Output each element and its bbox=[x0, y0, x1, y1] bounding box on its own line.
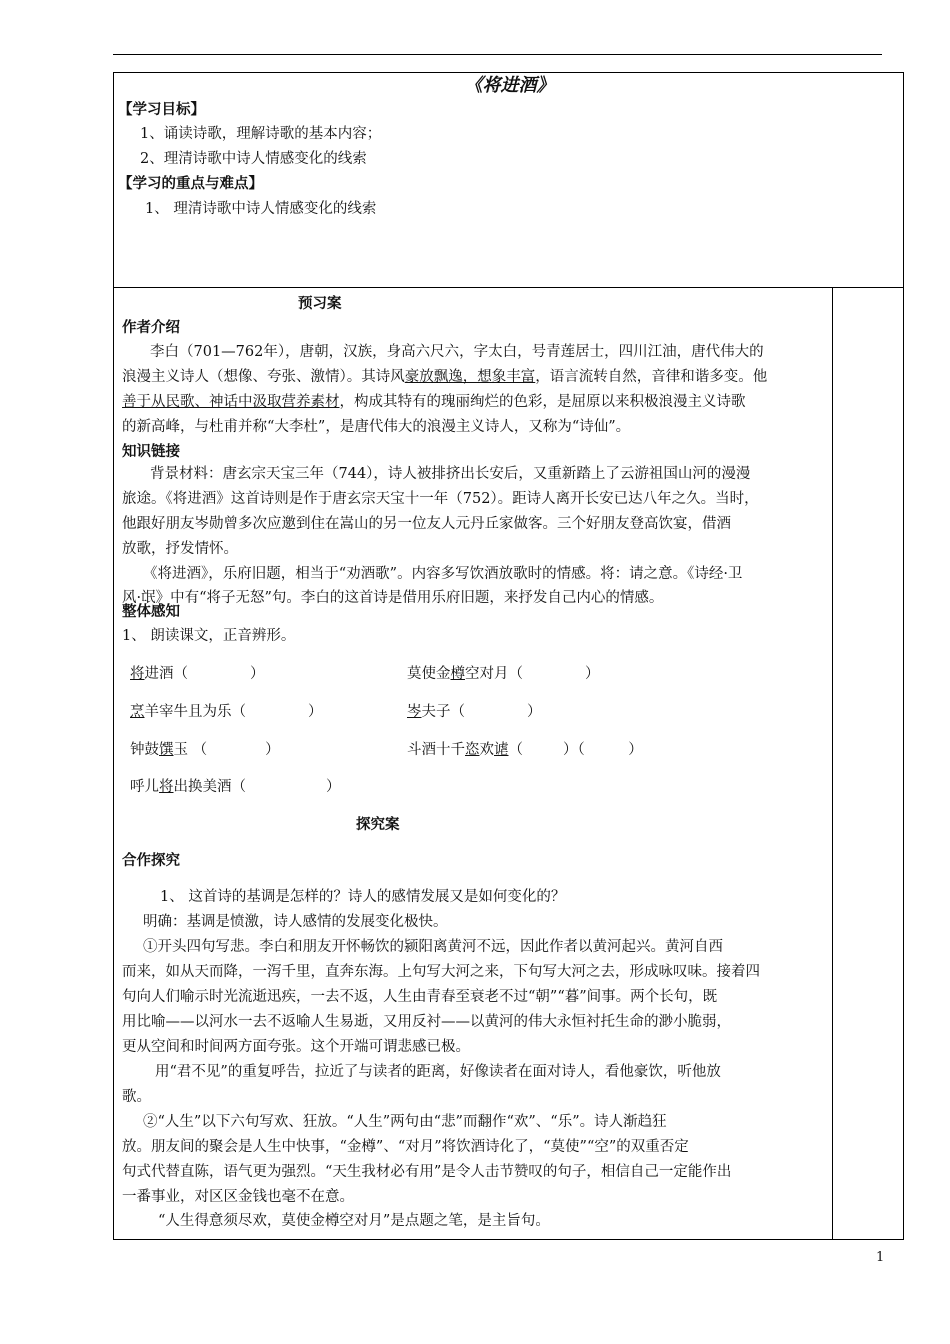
link-line: 他跟好朋友岑勋曾多次应邀到住在嵩山的另一位友人元丹丘家做客。三个好朋友登高饮宴，借酒 bbox=[122, 516, 731, 532]
goal-item: 2、理清诗歌中诗人情感变化的线索 bbox=[140, 151, 367, 167]
pinyin-item: 莫使金樽空对月（ ） bbox=[407, 666, 600, 682]
pinyin-item: 将进酒（ ） bbox=[130, 666, 265, 682]
analysis-line: 更从空间和时间两方面夸张。这个开端可谓悲感已极。 bbox=[122, 1039, 470, 1055]
pinyin-item: 斗酒十千恣欢谑（ ）（ ） bbox=[407, 742, 643, 758]
key-points-heading: 【学习的重点与难点】 bbox=[118, 176, 263, 192]
analysis-line: 用“君不见”的重复呼告，拉近了与读者的距离，好像读者在面对诗人，看他豪饮，听他放 bbox=[155, 1064, 721, 1080]
header-rule bbox=[113, 54, 882, 55]
link-line: 风·氓》中有“将子无怒”句。李白的这首诗是借用乐府旧题，来抒发自己内心的情感。 bbox=[122, 590, 664, 606]
preview-heading: 预习案 bbox=[298, 296, 342, 312]
goals-heading: 【学习目标】 bbox=[118, 102, 205, 118]
goal-item: 1、诵读诗歌，理解诗歌的基本内容； bbox=[140, 126, 382, 142]
analysis-line: ①开头四句写悲。李白和朋友开怀畅饮的颍阳离黄河不远，因此作者以黄河起兴。黄河自西 bbox=[143, 939, 723, 955]
page-title: 《将进酒》 bbox=[464, 75, 555, 96]
analysis-line: 用比喻——以河水一去不返喻人生易逝，又用反衬——以黄河的伟大永恒衬托生命的渺小脆弱， bbox=[122, 1014, 731, 1030]
link-line: 旅途。《将进酒》这首诗则是作于唐玄宗天宝十一年（752）。距诗人离开长安已达八年之久。当时， bbox=[122, 491, 759, 507]
column-divider bbox=[832, 287, 833, 1240]
author-line: 李白（701—762年），唐朝，汉族，身高六尺六，字太白，号青莲居士，四川江油，唐代伟大的 bbox=[150, 344, 764, 360]
link-heading: 知识链接 bbox=[122, 444, 180, 460]
row-divider bbox=[113, 287, 904, 288]
analysis-line: 放。朋友间的聚会是人生中快事，“金樽”、“对月”将饮酒诗化了，“莫使”“空”的双重否定 bbox=[122, 1139, 689, 1155]
link-line: 放歌，抒发情怀。 bbox=[122, 541, 238, 557]
pinyin-item: 呼儿将出换美酒（ ） bbox=[130, 779, 341, 795]
pinyin-item: 钟鼓馔玉 （ ） bbox=[130, 742, 280, 758]
task-item: 1、 朗读课文，正音辨形。 bbox=[122, 628, 296, 644]
question: 1、 这首诗的基调是怎样的？诗人的感情发展又是如何变化的？ bbox=[160, 889, 566, 905]
link-line: 《将进酒》，乐府旧题，相当于“劝酒歌”。内容多写饮酒放歌时的情感。将：请之意。《诗经·卫 bbox=[143, 566, 743, 582]
analysis-line: “人生得意须尽欢，莫使金樽空对月”是点题之笔，是主旨句。 bbox=[158, 1213, 550, 1229]
analysis-line: ②“人生”以下六句写欢、狂放。“人生”两句由“悲”而翻作“欢”、“乐”。诗人渐趋狂 bbox=[143, 1114, 667, 1130]
page-number: 1 bbox=[876, 1250, 885, 1265]
author-line: 的新高峰，与杜甫并称“大李杜”，是唐代伟大的浪漫主义诗人，又称为“诗仙”。 bbox=[122, 419, 631, 435]
analysis-line: 一番事业，对区区金钱也毫不在意。 bbox=[122, 1189, 354, 1205]
overall-heading: 整体感知 bbox=[122, 604, 180, 620]
coop-heading: 合作探究 bbox=[122, 853, 180, 869]
pinyin-item: 岑夫子（ ） bbox=[407, 704, 542, 720]
key-point-item: 1、 理清诗歌中诗人情感变化的线索 bbox=[145, 201, 377, 217]
author-heading: 作者介绍 bbox=[122, 320, 180, 336]
author-line: 浪漫主义诗人（想像、夸张、激情）。其诗风豪放飘逸，想象丰富，语言流转自然，音律和谐多变。他 bbox=[122, 369, 768, 385]
analysis-line: 歌。 bbox=[122, 1089, 151, 1105]
pinyin-item: 烹羊宰牛且为乐（ ） bbox=[130, 704, 323, 720]
author-line: 善于从民歌、神话中汲取营养素材，构成其特有的瑰丽绚烂的色彩，是屈原以来积极浪漫主义诗歌 bbox=[122, 394, 746, 410]
explore-heading: 探究案 bbox=[356, 817, 400, 833]
analysis-line: 句式代替直陈，语气更为强烈。“天生我材必有用”是令人击节赞叹的句子，相信自己一定能作出 bbox=[122, 1164, 732, 1180]
analysis-line: 而来，如从天而降，一泻千里，直奔东海。上句写大河之来，下句写大河之去，形成咏叹味。接着四 bbox=[122, 964, 760, 980]
analysis-line: 句向人们喻示时光流逝迅疾，一去不返，人生由青春至衰老不过“朝”“暮”间事。两个长句，既 bbox=[122, 989, 718, 1005]
link-line: 背景材料：唐玄宗天宝三年（744），诗人被排挤出长安后，又重新踏上了云游祖国山河的漫漫 bbox=[150, 466, 751, 482]
answer: 明确：基调是愤激，诗人感情的发展变化极快。 bbox=[143, 914, 448, 930]
